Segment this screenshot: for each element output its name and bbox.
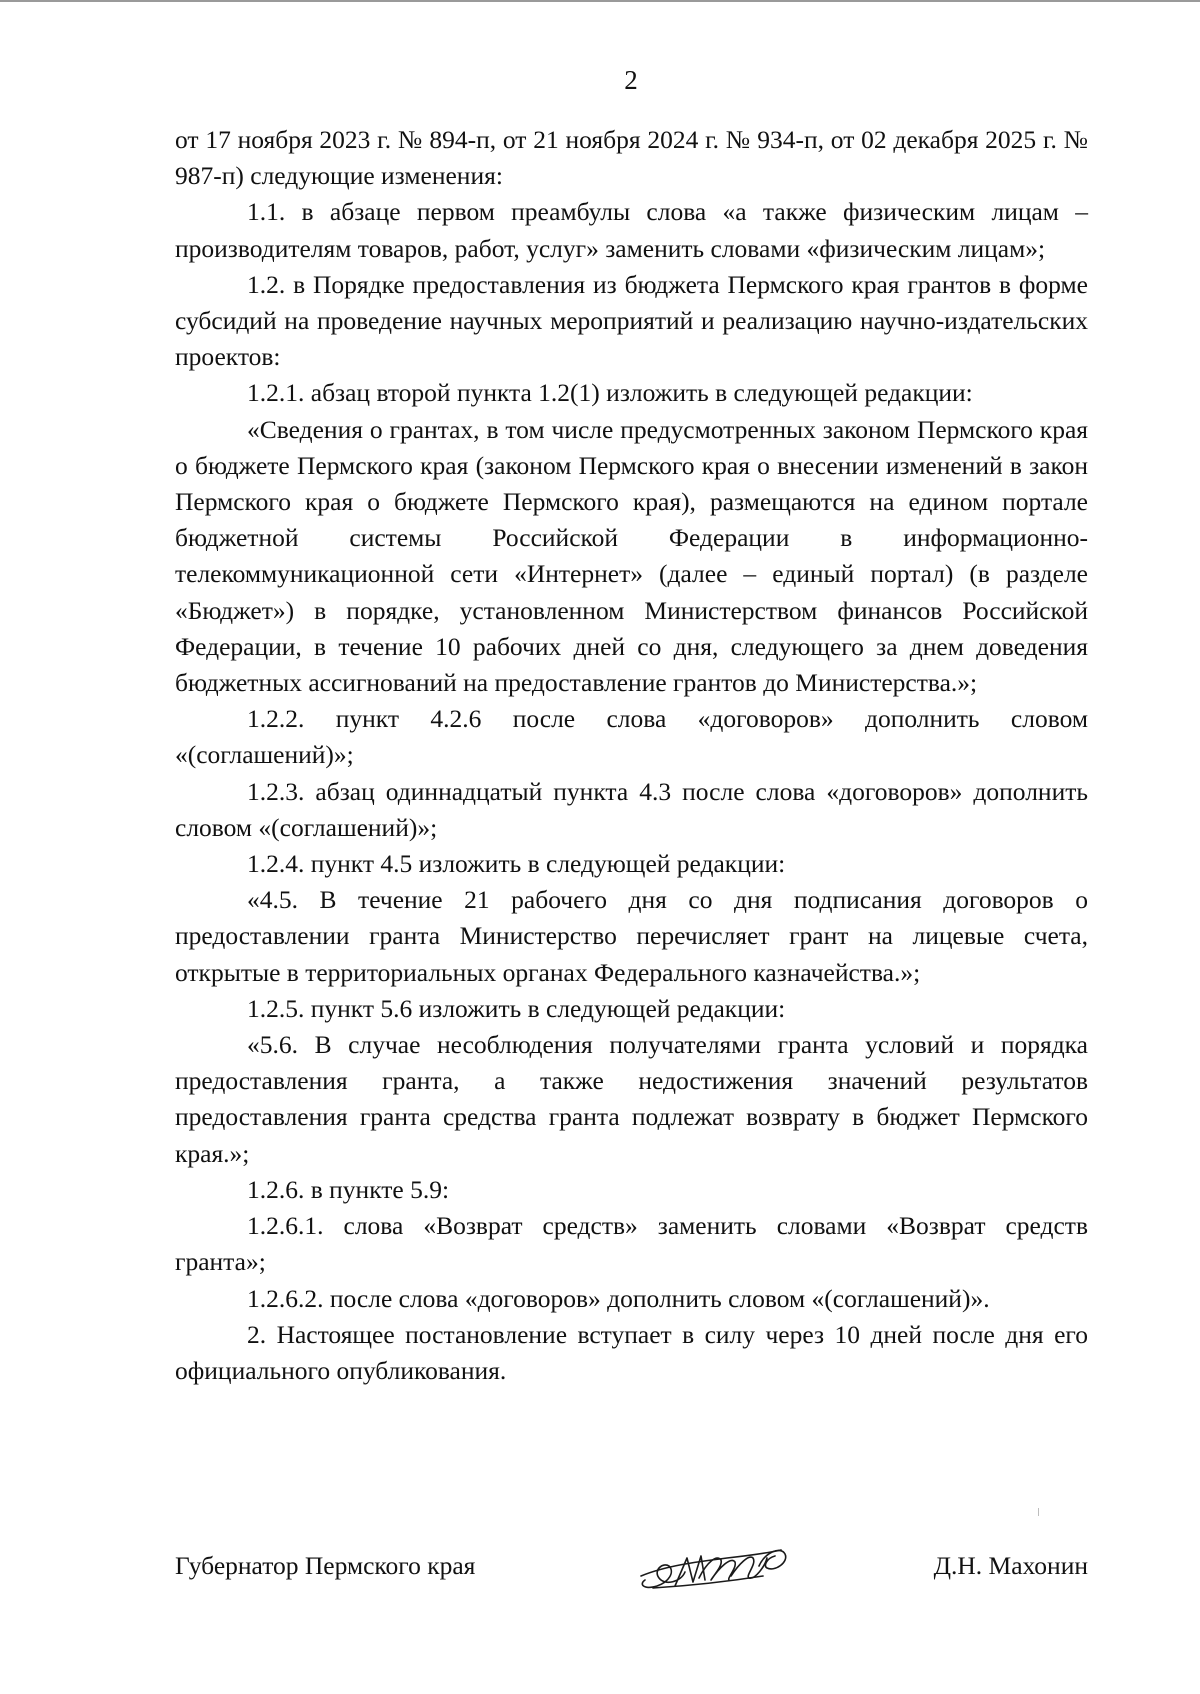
- paragraph-quote-5-6: «5.6. В случае несоблюдения получателями гранта условий и порядка предоставления гранта, а также недостижения значений результатов предоставления гранта средства гранта подлежат возврату в бюджет Пермского края.»;: [175, 1030, 1088, 1168]
- paragraph-1-2-3: 1.2.3. абзац одиннадцатый пункта 4.3 после слова «договоров» дополнить словом «(соглашений)»;: [175, 776, 1088, 842]
- signatory-name: Д.Н. Махонин: [933, 1551, 1088, 1580]
- paragraph-1-2-6-2: 1.2.6.2. после слова «договоров» дополнить словом «(соглашений)».: [247, 1283, 990, 1313]
- paragraph-1-2-5: 1.2.5. пункт 5.6 изложить в следующей редакции:: [247, 993, 786, 1023]
- handwritten-signature: [635, 1536, 795, 1598]
- paragraph-1-2: 1.2. в Порядке предоставления из бюджета Пермского края грантов в форме субсидий на проведение научных мероприятий и реализацию научно-издательских проектов:: [175, 269, 1088, 372]
- scan-speck: [1037, 1508, 1040, 1516]
- document-body: [175, 122, 1088, 1389]
- paragraph-1-2-4: 1.2.4. пункт 4.5 изложить в следующей редакции:: [247, 849, 786, 879]
- signature-block: [175, 1548, 1088, 1588]
- paragraph-1-2-6: 1.2.6. в пункте 5.9:: [247, 1174, 450, 1204]
- page-number: 2: [624, 65, 638, 95]
- paragraph-1-1: 1.1. в абзаце первом преамбулы слова «а также физическим лицам – производителям товаров, работ, услуг» заменить словами «физическим лицам»;: [175, 197, 1088, 263]
- paragraph-1-2-1: 1.2.1. абзац второй пункта 1.2(1) изложить в следующей редакции:: [247, 378, 973, 408]
- paragraph-continuation: от 17 ноября 2023 г. № 894-п, от 21 ноября 2024 г. № 934-п, от 02 декабря 2025 г. № 987-п) следующие изменения:: [175, 125, 1088, 191]
- paragraph-1-2-2: 1.2.2. пункт 4.2.6 после слова «договоров» дополнить словом «(соглашений)»;: [175, 704, 1088, 770]
- paragraph-quote-4-5: «4.5. В течение 21 рабочего дня со дня подписания договоров о предоставлении гранта Министерство перечисляет грант на лицевые счета, открытые в территориальных органах Федерального казначейства.»;: [175, 885, 1088, 987]
- page-top-edge: [0, 0, 1200, 2]
- paragraph-2: 2. Настоящее постановление вступает в силу через 10 дней после дня его официального опубликования.: [175, 1319, 1088, 1385]
- paragraph-1-2-6-1: 1.2.6.1. слова «Возврат средств» заменить словами «Возврат средств гранта»;: [175, 1211, 1088, 1277]
- paragraph-quote-grants: «Сведения о грантах, в том числе предусмотренных законом Пермского края о бюджете Пермского края (законом Пермского края о внесении изменений в закон Пермского края о бюджете Пермского края), размещаются на едином портале бюджетной системы Российской Федерации в информационно-телекоммуникационной сети «Интернет» (далее – единый портал) (в разделе «Бюджет») в порядке, установленном Министерством финансов Российской Федерации, в течение 10 рабочих дней со дня, следующего за днем доведения бюджетных ассигнований на предоставление грантов до Министерства.»;: [175, 414, 1088, 698]
- signatory-position: Губернатор Пермского края: [175, 1551, 476, 1580]
